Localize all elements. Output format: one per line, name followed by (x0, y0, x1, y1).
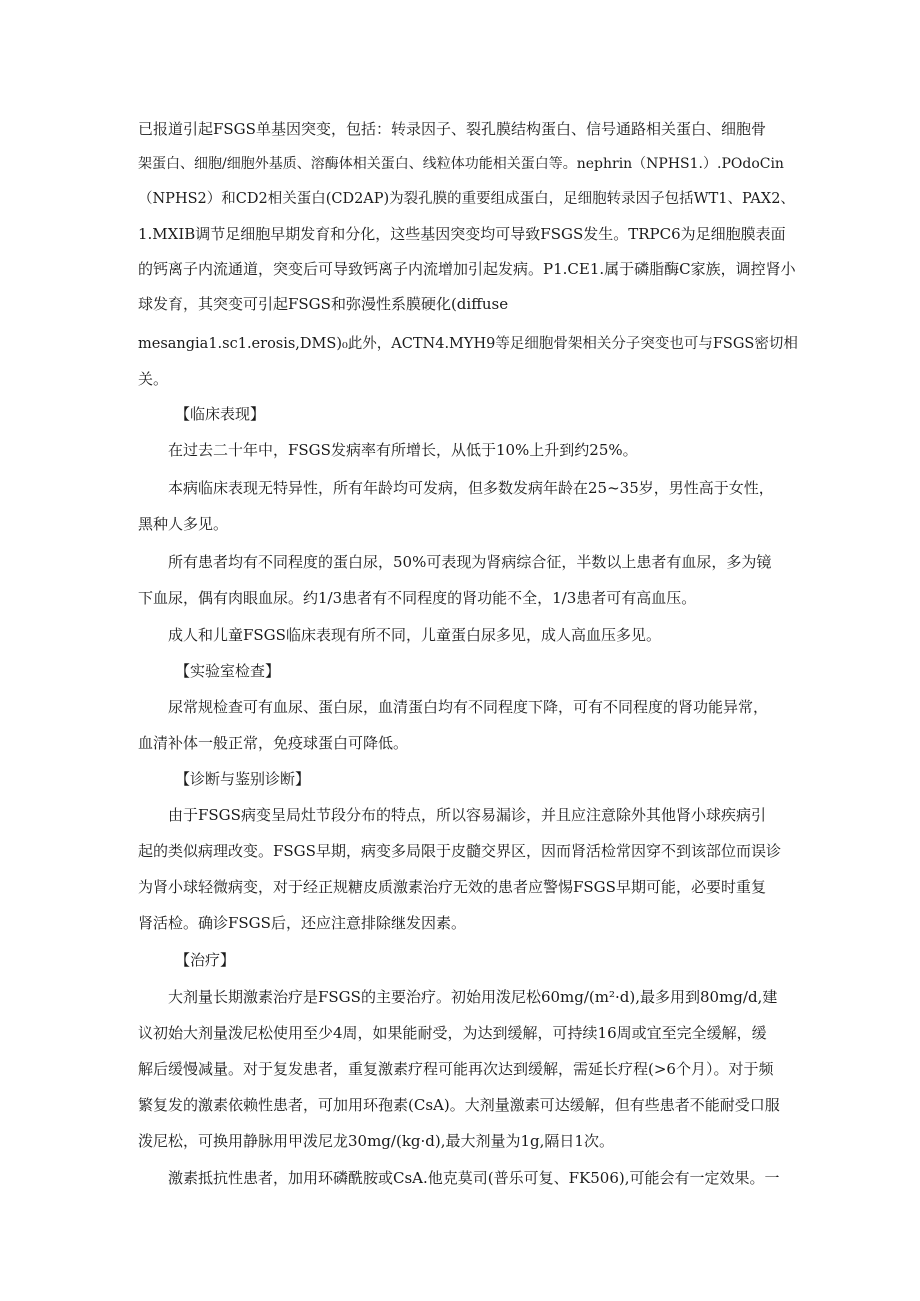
paragraph-line: 泼尼松，可换用静脉用甲泼尼龙30mg/(kg·d),最大剂量为1g,隔日1次。 (138, 1132, 614, 1150)
section-heading-clinical: 【临床表现】 (175, 405, 266, 423)
paragraph-line: 已报道引起FSGS单基因突变，包括：转录因子、裂孔膜结构蛋白、信号通路相关蛋白、细胞骨 (138, 120, 766, 138)
paragraph-line: 肾活检。确诊FSGS后，还应注意排除继发因素。 (138, 914, 466, 932)
paragraph-line: 下血尿，偶有肉眼血尿。约1/3患者有不同程度的肾功能不全，1/3患者可有高血压。 (138, 589, 697, 607)
paragraph-line: 黑种人多见。 (138, 515, 229, 533)
paragraph-line: 血清补体一般正常，免疫球蛋白可降低。 (138, 734, 409, 752)
paragraph-line: 在过去二十年中，FSGS发病率有所增长，从低于10%上升到约25%。 (168, 441, 638, 459)
paragraph-line: 关。 (138, 370, 169, 388)
paragraph-line: 架蛋白、细胞/细胞外基质、溶酶体相关蛋白、线粒体功能相关蛋白等。nephrin（NPHS1.）.POdoCin (138, 156, 784, 172)
paragraph-line: mesangia1.sc1.erosis,DMS)₀此外，ACTN4.MYH9等足细胞骨架相关分子突变也可与FSGS密切相 (138, 336, 798, 352)
section-heading-diagnosis: 【诊断与鉴别诊断】 (175, 770, 311, 788)
paragraph-line: 成人和儿童FSGS临床表现有所不同，儿童蛋白尿多见，成人高血压多见。 (168, 626, 661, 644)
paragraph-line: 激素抵抗性患者，加用环磷酰胺或CsA.他克莫司(普乐可复、FK506),可能会有一定效果。一 (168, 1169, 780, 1187)
paragraph-line: 为肾小球轻微病变，对于经正规糖皮质激素治疗无效的患者应警惕FSGS早期可能，必要时重复 (138, 878, 766, 896)
paragraph-line: 解后缓慢减量。对于复发患者，重复激素疗程可能再次达到缓解，需延长疗程(>6个月）。对于频 (138, 1060, 774, 1078)
paragraph-line: 繁复发的激素依赖性患者，可加用环孢素(CsA)。大剂量激素可达缓解，但有些患者不能耐受口服 (138, 1096, 780, 1114)
paragraph-line: 本病临床表现无特异性，所有年龄均可发病，但多数发病年龄在25~35岁，男性高于女性， (168, 479, 774, 497)
paragraph-line: 的钙离子内流通道，突变后可导致钙离子内流增加引起发病。P1.CE1.属于磷脂酶C家族，调控肾小 (138, 260, 796, 278)
paragraph-line: 所有患者均有不同程度的蛋白尿，50%可表现为肾病综合征，半数以上患者有血尿，多为镜 (168, 553, 772, 571)
section-heading-treatment: 【治疗】 (175, 951, 236, 969)
paragraph-line: 由于FSGS病变呈局灶节段分布的特点，所以容易漏诊，并且应注意除外其他肾小球疾病引 (168, 806, 766, 824)
paragraph-line: 1.MXIB调节足细胞早期发育和分化，这些基因突变均可导致FSGS发生。TRPC6为足细胞膜表面 (138, 225, 786, 243)
paragraph-line: 大剂量长期激素治疗是FSGS的主要治疗。初始用泼尼松60mg/(m²·d),最多用到80mg/d,建 (168, 988, 778, 1006)
paragraph-line: 起的类似病理改变。FSGS早期，病变多局限于皮髓交界区，因而肾活检常因穿不到该部位而误诊 (138, 842, 781, 860)
paragraph-line: 尿常规检查可有血尿、蛋白尿，血清蛋白均有不同程度下降，可有不同程度的肾功能异常， (168, 698, 769, 716)
paragraph-line: （NPHS2）和CD2相关蛋白(CD2AP)为裂孔膜的重要组成蛋白，足细胞转录因子包括WT1、PAX2、 (138, 191, 795, 207)
section-heading-lab: 【实验室检查】 (175, 662, 281, 680)
paragraph-line: 球发育，其突变可引起FSGS和弥漫性系膜硬化(diffuse (138, 295, 509, 313)
paragraph-line: 议初始大剂量泼尼松使用至少4周，如果能耐受，为达到缓解，可持续16周或宜至完全缓解，缓 (138, 1024, 767, 1042)
